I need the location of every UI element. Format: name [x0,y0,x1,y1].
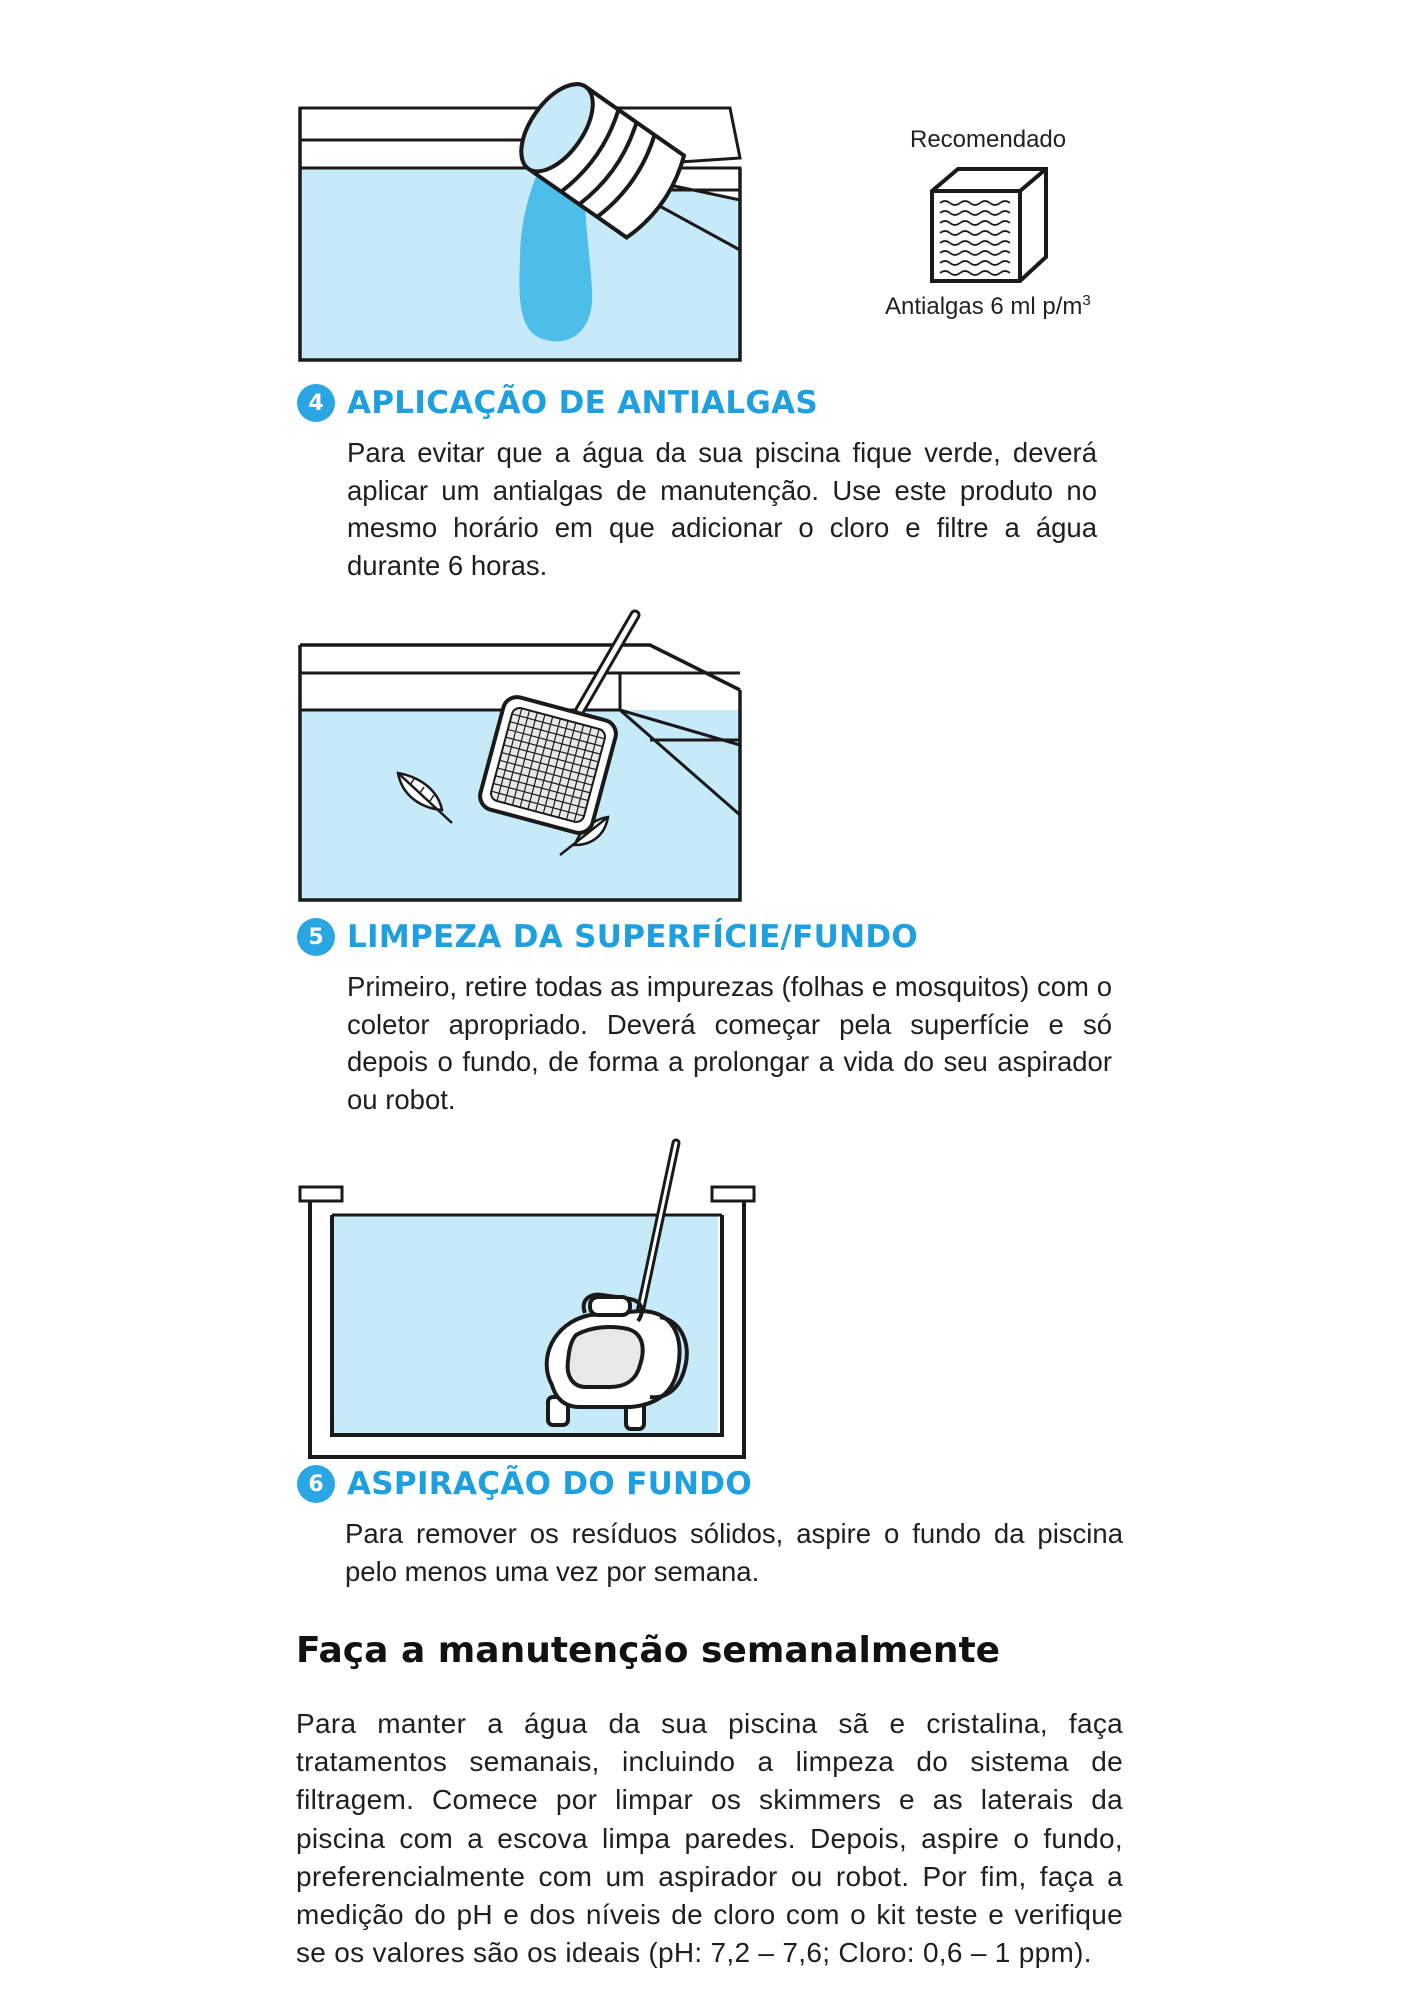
step-6-heading [297,1464,752,1504]
step-5-number: 5 [297,918,335,956]
step-6-title: ASPIRAÇÃO DO FUNDO [347,1466,752,1502]
step-5-text: Primeiro, retire todas as impurezas (folhas e mosquitos) com o coletor apropriado. Deverá começar pela superfície e só depois o fundo, de forma a prolongar a vida do seu aspirador ou robot. [347,971,1112,1115]
weekly-maintenance-text: Para manter a água da sua piscina sã e cristalina, faça tratamentos semanais, incluindo a limpeza do sistema de filtragem. Comece por limpar os skimmers e as laterais da piscina com a escova limpa paredes. Depois, aspire o fundo, preferencialmente com um aspirador ou robot. Por fim, faça a medição do pH e dos níveis de cloro com o kit teste e verifique se os valores são os ideais (pH: 7,2 – 7,6; Cloro: 0,6 – 1 ppm). [296,1708,1123,1969]
weekly-maintenance-title: Faça a manutenção semanalmente [296,1630,1001,1671]
step-5-title: LIMPEZA DA SUPERFÍCIE/FUNDO [347,919,919,955]
recommended-label: Recomendado [910,126,1067,153]
step-4-number: 4 [297,384,335,422]
step-5-heading [297,917,918,957]
antialgas-bottle-icon [928,165,1060,285]
step-4-title: APLICAÇÃO DE ANTIALGAS [347,385,819,421]
recommended-dose-text: Antialgas 6 ml p/m [885,293,1083,320]
leaf-net-pool-icon [290,605,750,905]
pool-vacuum-robot-icon [290,1135,760,1465]
step-4-text: Para evitar que a água da sua piscina fique verde, deverá aplicar um antialgas de manutenção. Use este produto no mesmo horário em que adicionar o cloro e filtre a água durante 6 horas. [347,437,1097,581]
recommended-dose-unit: 3 [1082,292,1091,309]
recommended-dose [885,292,1091,321]
pouring-bucket-pool-icon [290,60,750,370]
step-6-number: 6 [297,1465,335,1503]
step-4-heading [297,383,818,423]
step-6-text: Para remover os resíduos sólidos, aspire o fundo da piscina pelo menos uma vez por semana. [345,1518,1123,1587]
